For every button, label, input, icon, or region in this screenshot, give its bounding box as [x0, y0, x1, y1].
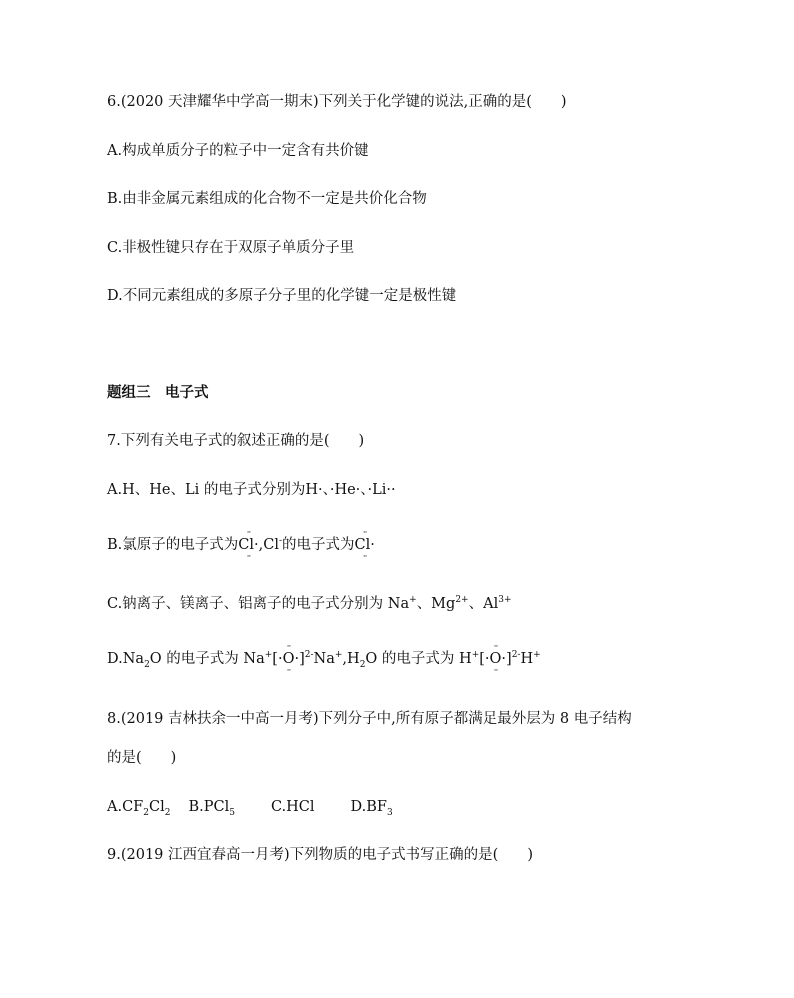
question-8-options: [107, 799, 393, 818]
subscript: 3: [386, 807, 393, 818]
q8-option-c: C.HCl: [270, 799, 315, 815]
question-6-option-d: D.不同元素组成的多原子分子里的化学键一定是极性键: [107, 288, 457, 304]
q7d-text2: Na: [313, 651, 335, 667]
charge-sup: +: [334, 650, 343, 661]
dot-pair-bottom: ··: [362, 551, 367, 562]
h-electron-formula: H·: [305, 482, 323, 498]
charge-sup: +: [471, 650, 480, 661]
cl-atom-symbol: Cl·: [238, 537, 259, 553]
q7d-prefix: D.Na: [107, 651, 145, 667]
dot-pair-top: ··: [493, 642, 498, 652]
charge-sup: +: [533, 650, 541, 661]
q7c-mg: 、Mg: [416, 596, 456, 612]
q7c-text: C.钠离子、镁离子、铝离子的电子式分别为 Na: [107, 596, 410, 612]
q7d-text3: ,H: [342, 651, 360, 667]
bracket: [: [272, 651, 278, 667]
q8-option-a-cl: Cl: [148, 799, 165, 815]
dot-pair-bottom: ··: [246, 551, 251, 562]
q7d-text1: O 的电子式为 Na: [149, 651, 265, 667]
o-symbol: ·O·: [484, 651, 507, 667]
q7d-text4: O 的电子式为 H: [365, 651, 472, 667]
question-8-stem-line1: 8.(2019 吉林扶余一中高一月考)下列分子中,所有原子都满足最外层为 8 电子结构: [107, 711, 632, 727]
bracket: ]: [299, 651, 305, 667]
q8-option-d: D.BF: [350, 799, 387, 815]
water-oxygen-electron-formula: [484, 642, 507, 676]
question-8-stem-line2: 的是( ): [107, 750, 177, 766]
o-symbol: ·O·: [277, 651, 300, 667]
charge-sup: 2-: [304, 650, 314, 661]
question-7-stem: 7.下列有关电子式的叙述正确的是( ): [107, 433, 365, 449]
oxide-ion-electron-formula: [277, 642, 300, 676]
q7c-al: 、Al: [468, 596, 499, 612]
subscript: 5: [229, 807, 235, 818]
q7d-text5: H: [520, 651, 534, 667]
subscript: 2: [143, 807, 149, 818]
question-6-option-a: A.构成单质分子的粒子中一定含有共价键: [107, 143, 369, 159]
q7b-middle: ,Cl: [258, 537, 279, 553]
dot-pair-top: ··: [362, 528, 367, 538]
charge-sup: 2-: [511, 650, 521, 661]
q7b-prefix: B.氯原子的电子式为: [107, 537, 239, 553]
section-heading: 题组三 电子式: [107, 385, 209, 401]
q7b-middle2: 的电子式为: [282, 537, 355, 553]
li-electron-formula: ·Li··: [367, 482, 396, 498]
bracket: ]: [506, 651, 512, 667]
separator: 、: [360, 482, 368, 498]
bracket: [: [479, 651, 485, 667]
question-9-stem: 9.(2019 江西宜春高一月考)下列物质的电子式书写正确的是( ): [107, 847, 533, 863]
charge-sup: -: [278, 536, 282, 547]
q7a-prefix: A.H、He、Li 的电子式分别为: [107, 482, 306, 498]
charge-sup: +: [409, 595, 417, 606]
dot-pair-top: ··: [286, 642, 291, 652]
question-7-option-a: [107, 483, 396, 498]
q8-option-b: B.PCl: [188, 799, 230, 815]
question-6-stem: 6.(2020 天津耀华中学高一期末)下列关于化学键的说法,正确的是( ): [107, 94, 567, 110]
question-6-option-b: B.由非金属元素组成的化合物不一定是共价化合物: [107, 191, 427, 207]
charge-sup: 2+: [455, 595, 469, 606]
question-7-option-b: [107, 528, 375, 562]
dot-pair-bottom: ··: [286, 665, 291, 676]
separator: 、: [322, 482, 330, 498]
subscript: 2: [359, 659, 366, 670]
question-7-option-c: [107, 597, 512, 612]
he-electron-formula: ·He·: [329, 482, 361, 498]
charge-sup: 3+: [498, 595, 512, 606]
subscript: 2: [164, 807, 171, 818]
subscript: 2: [144, 659, 150, 670]
dot-pair-bottom: ··: [493, 665, 498, 676]
dot-pair-top: ··: [246, 528, 251, 538]
question-7-option-d: [107, 642, 541, 676]
cl-ion-electron-formula: [354, 528, 375, 562]
cl-ion-symbol: Cl·: [354, 537, 375, 553]
q8-option-a: A.CF: [107, 799, 144, 815]
question-6-option-c: C.非极性键只存在于双原子单质分子里: [107, 240, 355, 256]
charge-sup: +: [264, 650, 273, 661]
cl-atom-electron-formula: [238, 528, 259, 562]
